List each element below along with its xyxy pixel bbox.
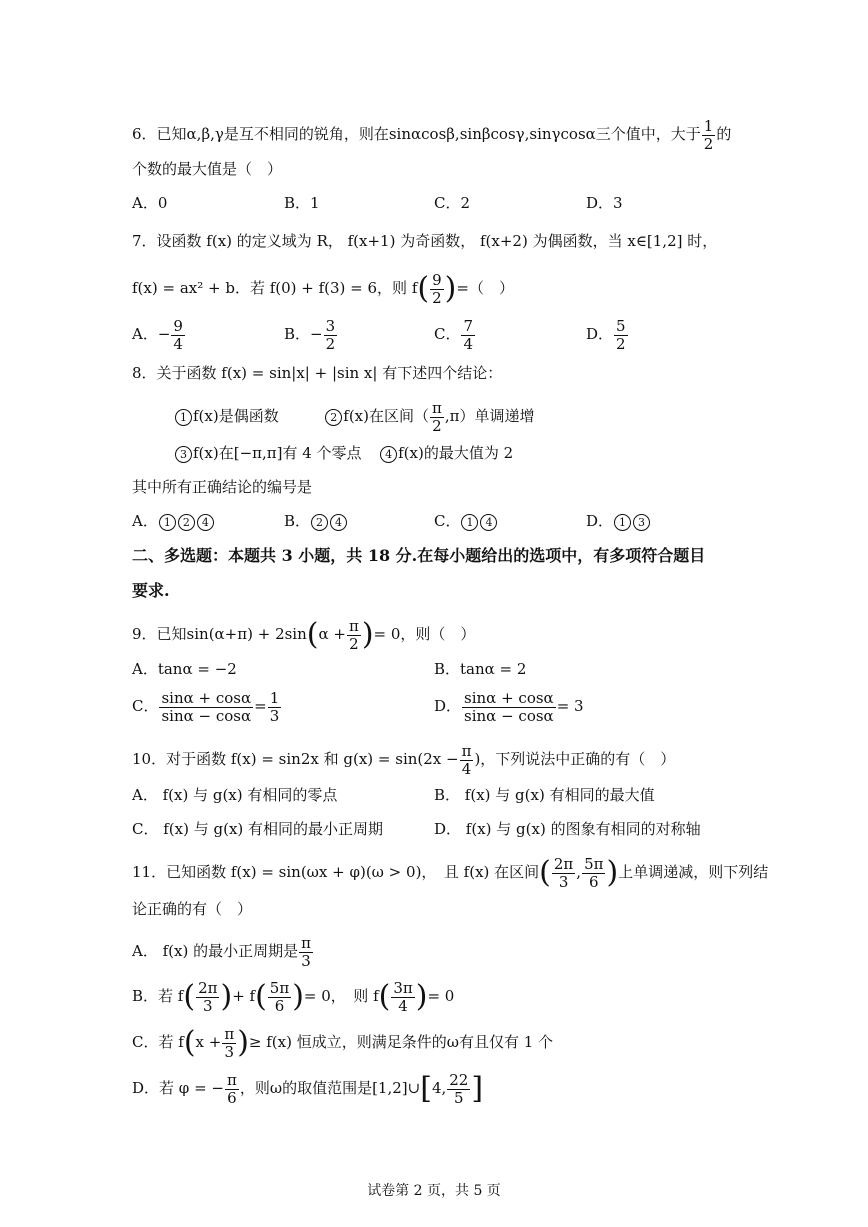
question-9-option-a: A．tanα = −2 (132, 660, 237, 678)
question-8-option-d: D． 1 3 (586, 510, 651, 532)
section-heading: 二、多选题：本题共 3 小题，共 18 分.在每小题给出的选项中，有多项符合题目 (132, 546, 706, 565)
question-7-option-b: B．− $\frac{3}{2}$ (284, 317, 336, 353)
page-footer: 试卷第 2 页，共 5 页 (367, 1183, 501, 1199)
question-11-option-b: B．若 f( $\frac{2\pi}{3}$ )+ f( $\frac{5\pi}{6}$ )= 0， 则 f( $\frac{3\pi}{4}$ )= 0 (132, 979, 455, 1015)
question-10-option-c: C． f(x) 与 g(x) 有相同的最小正周期 (132, 820, 384, 838)
question-8-option-b: B． 2 4 (284, 510, 348, 532)
question-6-option-b: B．1 (284, 194, 320, 212)
section-heading-line2: 要求. (132, 581, 170, 600)
question-11-option-d: D．若 φ = − $\frac{\pi}{6}$ ，则ω的取值范围是[1,2]∪[4, $\frac{22}{5}$ ] (132, 1071, 484, 1107)
question-11-option-c: C．若 f(x + $\frac{\pi}{3}$ )≥ f(x) 恒成立，则满足条件的ω有且仅有 1 个 (132, 1025, 554, 1061)
question-7-stem-line2: f(x) = ax² + b．若 f(0) + f(3) = 6，则 f( $\frac{9}{2}$ )=（ ） (132, 271, 514, 307)
question-7-stem: 7．设函数 f(x) 的定义域为 R， f(x+1) 为奇函数， f(x+2) 为偶函数，当 x∈[1,2] 时， (132, 232, 718, 250)
question-10-option-b: B． f(x) 与 g(x) 有相同的最大值 (434, 786, 655, 804)
fraction: $\frac{9}{2}$ (432, 271, 442, 307)
question-11-stem-line2: 论正确的有（ ） (132, 900, 253, 918)
question-11-option-a: A． f(x) 的最小正周期是 $\frac{\pi}{3}$ (132, 934, 311, 970)
question-9-option-b: B．tanα = 2 (434, 660, 527, 678)
question-6-option-d: D．3 (586, 194, 623, 212)
question-7-option-d: D． $\frac{5}{2}$ (586, 317, 626, 353)
question-6-option-c: C．2 (434, 194, 471, 212)
question-9-option-d: D． $\frac{\sin\alpha + \cos\alpha}{\sin\alpha - \cos\alpha}$ = 3 (434, 689, 584, 725)
question-7-option-a: A．− $\frac{9}{4}$ (132, 317, 183, 353)
question-8-conclusions-row1: 1 f(x)是偶函数 2 f(x)在区间（ $\frac{\pi}{2}$ ,π）单调递增 (174, 400, 535, 434)
question-8-option-a: A． 1 2 4 (132, 510, 215, 532)
fraction: $\frac{1}{2}$ (703, 117, 714, 153)
question-8-stem: 8．关于函数 f(x) = sin|x| + |sin x| 有下述四个结论： (132, 364, 503, 382)
question-9-stem: 9．已知sin(α+π) + 2sin(α + $\frac{\pi}{2}$ )= 0，则（ ） (132, 617, 476, 653)
question-7-option-c: C． $\frac{7}{4}$ (434, 317, 474, 353)
question-8-prompt: 其中所有正确结论的编号是 (132, 478, 313, 496)
question-9-option-c: C． $\frac{\sin\alpha + \cos\alpha}{\sin\alpha - \cos\alpha}$ = $\frac{1}{3}$ (132, 689, 280, 725)
question-11-stem: 11．已知函数 f(x) = sin(ωx + φ)(ω > 0)， 且 f(x) 在区间( $\frac{2\pi}{3}$ , $\frac{5\pi}{6}$ )上单调递减，则下列结 (132, 855, 769, 891)
question-10-stem: 10．对于函数 f(x) = sin2x 和 g(x) = sin(2x − $\frac{\pi}{4}$ )，下列说法中正确的有（ ） (132, 742, 676, 778)
question-10-option-d: D． f(x) 与 g(x) 的图象有相同的对称轴 (434, 820, 701, 838)
question-6-stem-line2: 个数的最大值是（ ） (132, 160, 283, 178)
question-8-option-c: C． 1 4 (434, 510, 498, 532)
question-6-stem: 6．已知α,β,γ是互不相同的锐角，则在sinαcosβ,sinβcosγ,sinγcosα三个值中，大于 $\frac{1}{2}$ 的 (132, 117, 732, 153)
question-8-conclusions-row2: 3 f(x)在[−π,π]有 4 个零点 4 f(x)的最大值为 2 (174, 442, 513, 464)
question-10-option-a: A． f(x) 与 g(x) 有相同的零点 (132, 786, 338, 804)
question-6-option-a: A．0 (132, 194, 168, 212)
